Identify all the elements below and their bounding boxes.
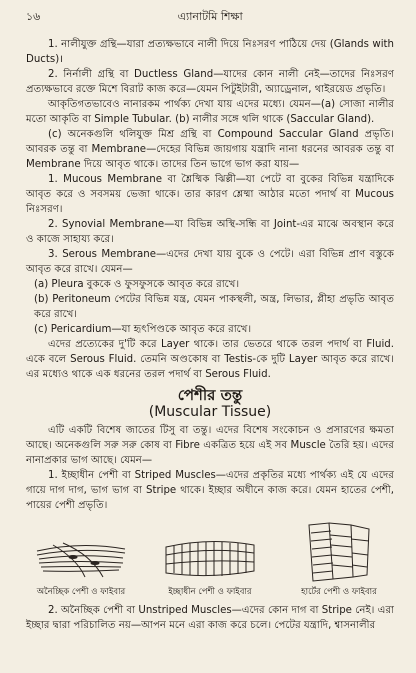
cardiac-muscle-fibres-icon [299,519,379,583]
paragraph: 1. ইচ্ছাধীন পেশী বা Striped Muscles—এদের প্রকৃতির মধ্যে পার্থক্য এই যে এদের গায়ে দাগ দাগ, ভাগ ভাগ বা Stripe থাকে। ইচ্ছার অধীনে কাজ করে। যেমন হাতের পেশী, পায়ের পেশী প্রভৃতি। [26,470,394,511]
paragraph: 2. Synovial Membrane—যা বিভিন্ন অস্থি-সন্ধি বা Joint-এর মাঝে অবস্থান করে ও কাজে সাহায্য করে। [26,219,394,245]
section-title-english: (Muscular Tissue) [148,404,272,420]
page-header [26,8,394,27]
section-heading [26,386,394,421]
muscle-figures [26,521,394,599]
figure-caption: হার্টের পেশী ও ফাইবার [301,587,377,597]
paragraph: 1. নালীযুক্ত গ্রন্থি—যারা প্রত্যক্ষভাবে নালী দিয়ে নিঃসরণ পাঠিয়ে দেয় (Glands with Ducts)। [26,39,394,65]
figure-caption: ইচ্ছাধীন পেশী ও ফাইবার [168,587,252,597]
list-item: (a) Pleura বুককে ও ফুসফুসকে আবৃত করে রাখে। [34,279,240,290]
list-item: (c) Pericardium—যা হৃৎপিণ্ডকে আবৃত করে রাখে। [34,324,252,335]
paragraph: 3. Serous Membrane—এদের দেখা যায় বুকে ও পেটে। এরা বিভিন্ন প্রাণ বস্তুকে আবৃত করে রাখে। যেমন— [26,249,394,275]
paragraph: 1. Mucous Membrane বা শ্লৈষ্মিক ঝিল্লী—যা পেটে বা বুকের বিভিন্ন যন্ত্রাদিকে আবৃত করে ও সবসময় ভেজা থাকে। তার কারণ শ্লেষ্মা আঠার মতো পদার্থ বা Mucous নিঃসরণ। [26,174,394,215]
smooth-muscle-fibres-icon [33,533,129,583]
list-item: (b) Peritoneum পেটের বিভিন্ন যন্ত্র, যেমন পাকস্থলী, অন্ত্র, লিভার, প্লীহা প্রভৃতি আবৃত করে রাখে। [34,294,394,320]
paragraph: এদের প্রত্যেকের দু'টি করে Layer থাকে। তার ভেতরে থাকে তরল পদার্থ বা Fluid. একে বলে Serous Fluid. তেমনি অণ্ডকোষ বা Testis-কে দুটি Layer আবৃত করে রাখে। এর মধ্যেও থাকে এক ধরনের তরল পদার্থ বা Serous Fluid. [26,339,394,380]
paragraph: 2. অনৈচ্ছিক পেশী বা Unstriped Muscles—এদের কোন দাগ বা Stripe নেই। এরা ইচ্ছার দ্বারা পরিচালিত নয়—আপন মনে এরা কাজ করে চলে। পেটের যন্ত্রাদি, শ্বাসনালীর [26,605,394,631]
paragraph: আকৃতিগতভাবেও নানারকম পার্থক্য দেখা যায় এদের মধ্যে। যেমন—(a) সোজা নালীর মতো আকৃতি বা Simple Tubular. (b) নালীর সঙ্গে থলি থাকে (Saccular Gland). [26,99,394,125]
section-title-bengali: পেশীর তন্তু [177,386,243,404]
paragraph: এটি একটি বিশেষ জাতের টিসু বা তন্তু। এদের বিশেষ সংকোচন ও প্রসারণের ক্ষমতা আছে। অনেকগুলি সরু সরু কোষ বা Fibre একত্রিত হয়ে এই সব Muscle তৈরি হয়। এদের নানাপ্রকার ভাগ আছে। যেমন— [26,425,394,466]
figure-smooth-muscle [26,533,136,599]
paragraph: (c) অনেকগুলি থলিযুক্ত মিশ্র গ্রন্থি বা Compound Saccular Gland প্রভৃতি। আবরক তন্তু বা Membrane—দেহের বিভিন্ন জায়গায় যন্ত্রাদি নানা ধরনের আবরক তন্তু বা Membrane দিয়ে আবৃত থাকে। তাদের তিন ভাগে ভাগ করা যায়— [26,129,394,170]
figure-striped-muscle [155,533,265,599]
figure-caption: অনৈচ্ছিক পেশী ও ফাইবার [36,587,126,597]
running-title: এ্যানাটমি শিক্ষা [177,10,243,23]
page-number: ১৬ [26,10,41,23]
paragraph: 2. নির্নালী গ্রন্থি বা Ductless Gland—যাদের কোন নালী নেই—তাদের নিঃসরণ প্রত্যক্ষভাবে রক্তে মিশে বিরাট কাজ করে—যেমন পিটুইটারী, অ্যাড্রেনাল, থাইরয়েড প্রভৃতি। [26,69,394,95]
figure-cardiac-muscle [284,519,394,599]
striped-muscle-fibres-icon [162,533,258,583]
